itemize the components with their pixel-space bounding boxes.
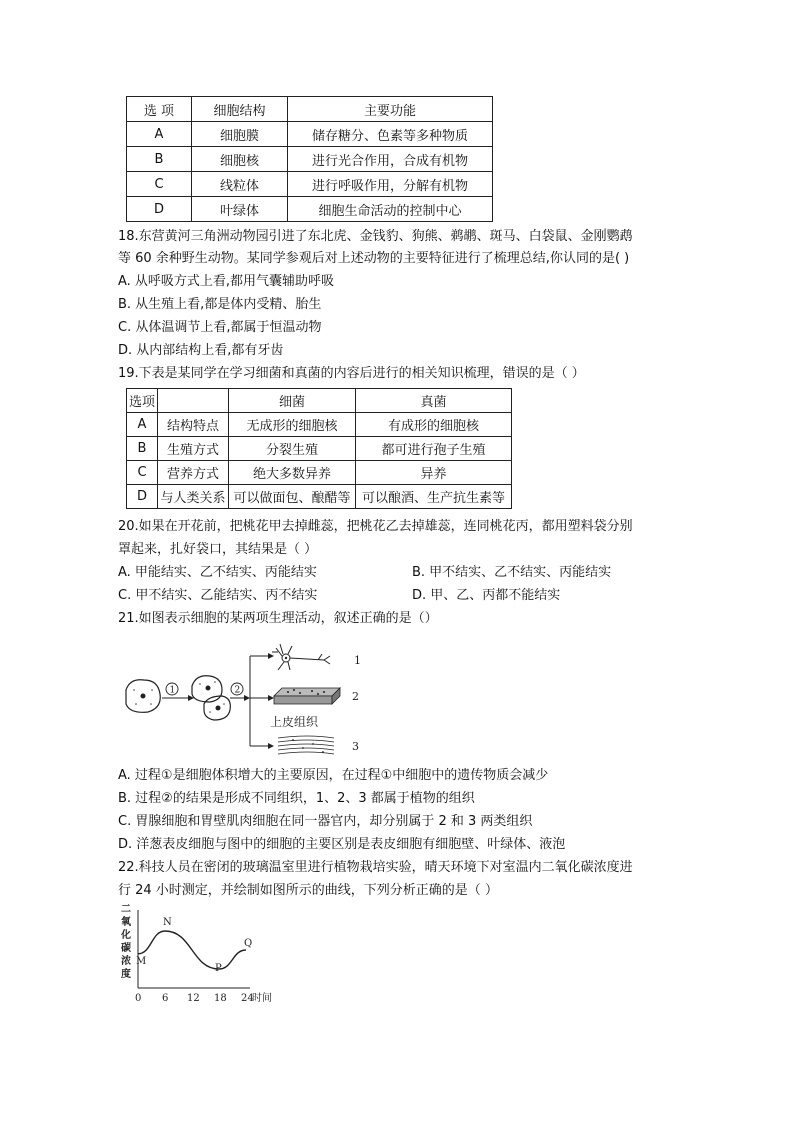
cell-differentiation-figure	[118, 638, 378, 758]
header-cell	[158, 389, 229, 413]
table-cell: D	[127, 197, 192, 222]
table-cell: 细胞核	[192, 147, 288, 172]
x-tick-label: 6	[162, 993, 169, 1004]
q18-option-c: C. 从体温调节上看,都属于恒温动物	[118, 320, 322, 335]
epithelial-tissue-icon	[274, 688, 340, 704]
table-cell: 线粒体	[192, 172, 288, 197]
header-cell: 细菌	[229, 389, 356, 413]
table-cell: 细胞膜	[192, 122, 288, 147]
table-cell: B	[127, 147, 192, 172]
q18-stem-line2: 等 60 余种野生动物。某同学参观后对上述动物的主要特征进行了梳理总结,你认同的是( )	[118, 251, 630, 266]
q18-option-a: A. 从呼吸方式上看,都用气囊辅助呼吸	[118, 274, 335, 289]
point-label-p: P	[215, 963, 222, 974]
table-cell: 可以做面包、酿醋等	[229, 485, 356, 509]
q20-option-a: A. 甲能结实、乙不结实、丙能结实	[118, 565, 317, 580]
table-cell: 绝大多数异养	[229, 461, 356, 485]
table-row	[127, 437, 512, 461]
q19-stem: 19.下表是某同学在学习细菌和真菌的内容后进行的相关知识梳理，错误的是（ ）	[118, 366, 585, 381]
header-cell: 主要功能	[288, 97, 493, 122]
header-cell: 细胞结构	[192, 97, 288, 122]
y-axis-label-char: 氧	[121, 917, 131, 928]
table-cell: A	[127, 413, 158, 437]
tissue-label: 上皮组织	[270, 715, 319, 729]
table-row	[127, 485, 512, 509]
co2-curve	[138, 931, 246, 969]
table-header-row	[127, 97, 493, 122]
q20-stem-line1: 20.如果在开花前，把桃花甲去掉雌蕊，把桃花乙去掉雄蕊，连同桃花丙，都用塑料袋分别	[118, 519, 633, 534]
table-19	[126, 388, 512, 509]
table-row	[127, 461, 512, 485]
q20-option-d: D. 甲、乙、丙都不能结实	[412, 588, 561, 603]
point-label-m: M	[136, 955, 147, 967]
table-row	[127, 122, 493, 147]
table-cell: 生殖方式	[158, 437, 229, 461]
table-cell: 营养方式	[158, 461, 229, 485]
table-row	[127, 147, 493, 172]
svg-text:2: 2	[234, 685, 241, 696]
header-cell: 选 项	[127, 97, 192, 122]
co2-concentration-chart	[118, 902, 288, 1006]
table-cell: 叶绿体	[192, 197, 288, 222]
svg-text:1: 1	[169, 685, 176, 696]
table-cell: 可以酿酒、生产抗生素等	[356, 485, 512, 509]
table-cell: 异养	[356, 461, 512, 485]
table-header-row	[127, 389, 512, 413]
point-label-q: Q	[244, 938, 253, 949]
table-cell: 进行呼吸作用，分解有机物	[288, 172, 493, 197]
table-cell: C	[127, 172, 192, 197]
x-axis-label: 时间	[252, 993, 272, 1004]
header-cell: 选项	[127, 389, 158, 413]
table-cell: A	[127, 122, 192, 147]
y-axis-label	[120, 903, 132, 980]
table-cell: B	[127, 437, 158, 461]
q21-option-a: A. 过程①是细胞体积增大的主要原因，在过程①中细胞中的遗传物质会减少	[118, 768, 549, 783]
y-axis-label-char: 碳	[121, 943, 131, 954]
label-1: 1	[354, 654, 361, 667]
table-17	[126, 96, 493, 222]
label-3: 3	[352, 740, 359, 753]
table-cell: D	[127, 485, 158, 509]
q21-option-b: B. 过程②的结果是形成不同组织，1、2、3 都属于植物的组织	[118, 791, 475, 806]
label-2: 2	[352, 690, 359, 703]
header-cell: 真菌	[356, 389, 512, 413]
table-cell: 细胞生命活动的控制中心	[288, 197, 493, 222]
table-row	[127, 172, 493, 197]
table-row	[127, 197, 493, 222]
q21-option-c: C. 胃腺细胞和胃壁肌肉细胞在同一器官内，却分别属于 2 和 3 两类组织	[118, 814, 533, 829]
table-cell: 都可进行孢子生殖	[356, 437, 512, 461]
q21-stem: 21.如图表示细胞的某两项生理活动，叙述正确的是（）	[118, 611, 438, 626]
x-tick-label: 12	[187, 993, 200, 1004]
y-axis-label-char: 二	[121, 904, 131, 915]
nerve-cell-icon	[272, 644, 330, 670]
table-cell: 分裂生殖	[229, 437, 356, 461]
q20-stem-line2: 罩起来，扎好袋口，其结果是（ ）	[118, 542, 318, 557]
table-cell: C	[127, 461, 158, 485]
table-cell: 结构特点	[158, 413, 229, 437]
q22-stem-line1: 22.科技人员在密闭的玻璃温室里进行植物栽培实验，晴天环境下对室温内二氧化碳浓度进	[118, 860, 633, 875]
q18-option-d: D. 从内部结构上看,都有牙齿	[118, 343, 284, 358]
table-cell: 储存糖分、色素等多种物质	[288, 122, 493, 147]
x-tick-label: 18	[214, 993, 227, 1004]
x-tick-label: 0	[135, 993, 142, 1004]
q20-option-b: B. 甲不结实、乙不结实、丙能结实	[412, 565, 612, 580]
muscle-tissue-icon	[278, 736, 334, 754]
table-cell: 与人类关系	[158, 485, 229, 509]
table-cell: 有成形的细胞核	[356, 413, 512, 437]
table-row	[127, 413, 512, 437]
y-axis-label-char: 浓	[121, 956, 131, 967]
table-cell: 无成形的细胞核	[229, 413, 356, 437]
q18-option-b: B. 从生殖上看,都是体内受精、胎生	[118, 297, 322, 312]
q18-stem-line1: 18.东营黄河三角洲动物园引进了东北虎、金钱豹、狗熊、鹈鹕、斑马、白袋鼠、金刚鹦鹉	[118, 229, 633, 244]
y-axis-label-char: 化	[121, 930, 131, 941]
table-cell: 进行光合作用，合成有机物	[288, 147, 493, 172]
q20-option-c: C. 甲不结实、乙能结实、丙不结实	[118, 588, 318, 603]
q22-stem-line2: 行 24 小时测定，并绘制如图所示的曲线，下列分析正确的是（ ）	[118, 883, 498, 898]
point-label-n: N	[163, 917, 172, 928]
y-axis-label-char: 度	[121, 969, 131, 980]
x-tick-label: 24	[241, 993, 254, 1004]
q21-option-d: D. 洋葱表皮细胞与图中的细胞的主要区别是表皮细胞有细胞壁、叶绿体、液泡	[118, 837, 566, 852]
